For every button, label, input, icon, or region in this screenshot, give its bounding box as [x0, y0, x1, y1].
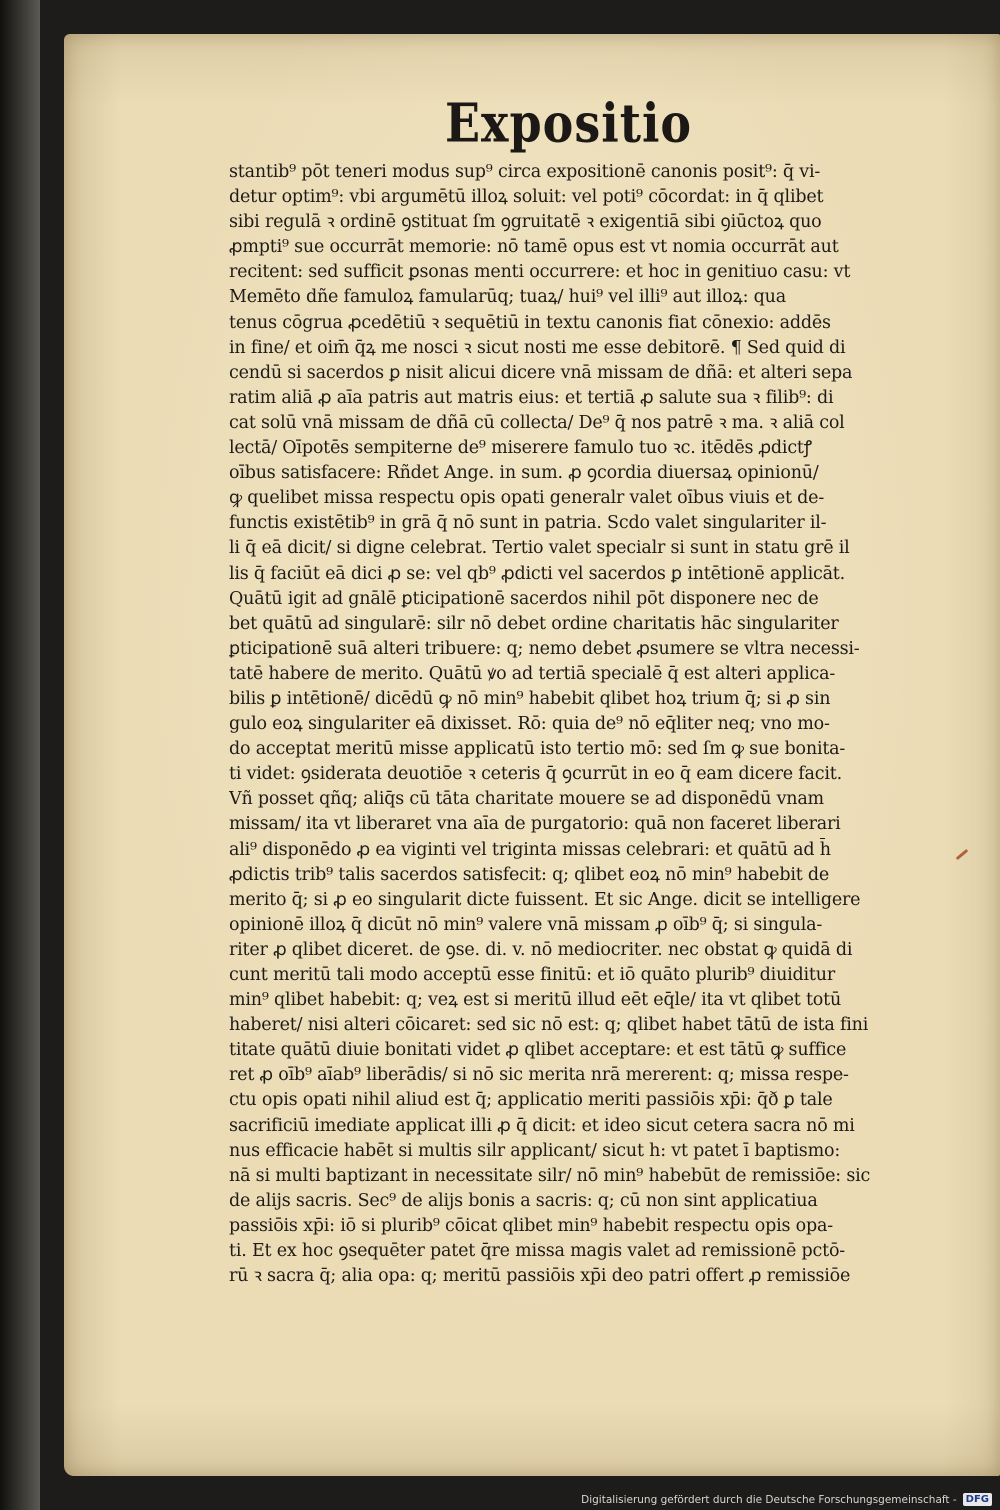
text-line: riter ꝓ qlibet diceret. de ꝯse. di. v. nō mediocriter. nec obstat ꝙ quidā di — [229, 939, 853, 960]
text-line: ctu opis opati nihil aliud est q̄; applicatio meriti passiōis xp̄i: q̄ð ꝑ tale — [229, 1090, 833, 1111]
text-line: sacrificiū imediate applicat illi ꝓ q̄ dicit: et ideo sicut cetera sacra nō mi — [229, 1115, 855, 1136]
text-line: Quātū igit ad gnālē ꝑticipationē sacerdos nihil pōt disponere nec de — [229, 588, 819, 609]
text-line: de alijs sacris. Sec⁹ de alijs bonis a sacris: q; cū non sint applicatiua — [229, 1190, 818, 1211]
text-line: stantib⁹ pōt teneri modus sup⁹ circa expositionē canonis posit⁹: q̄ vi- — [229, 162, 821, 182]
text-line: haberet/ nisi alteri cōicaret: sed sic nō est: q; qlibet habet tātū de ista fini — [229, 1015, 869, 1036]
text-line: nā si multi baptizant in necessitate silr/ nō min⁹ habebūt de remissiōe: sic — [229, 1165, 871, 1186]
text-line: ret ꝓ oīb⁹ aīab⁹ liberādis/ si nō sic merita nrā mererent: q; missa respe- — [229, 1065, 849, 1086]
text-line: cendū si sacerdos ꝑ nisit alicui dicere vnā missam de dñā: et alteri sepa — [229, 362, 853, 383]
text-line: ꝙ quelibet missa respectu opis opati generalr valet oībus viuis et de- — [229, 488, 825, 509]
text-line: li q̄ eā dicit/ si digne celebrat. Tertio valet specialr si sunt in statu grē il — [229, 538, 850, 559]
text-line: bet quātū ad singularē: silr nō debet ordine charitatis hāc singulariter — [229, 613, 839, 634]
text-line: min⁹ qlibet habebit: q; veꝝ est si meritū illud eēt eq̄le/ ita vt qlibet totū — [229, 990, 842, 1011]
text-line: rū ꝛ sacra q̄; alia opa: q; meritū passiōis xp̄i deo patri offert ꝓ remissiōe — [229, 1266, 851, 1287]
text-line: opinionē illoꝝ q̄ dicūt nō min⁹ valere vnā missam ꝓ oīb⁹ q̄; si singula- — [229, 914, 823, 935]
text-line: oībus satisfacere: Rñdet Ange. in sum. ꝓ ꝯcordia diuersaꝝ opinionū/ — [229, 463, 819, 484]
text-line: Memēto dñe famuloꝝ famularūq; tuaꝝ/ hui⁹ vel illi⁹ aut illoꝝ: qua — [229, 287, 786, 308]
text-line: recitent: sed sufficit ꝑsonas menti occurrere: et hoc in genitiuo casu: vt — [229, 262, 851, 283]
text-line: functis existētib⁹ in grā q̄ nō sunt in patria. Scdo valet singulariter il- — [229, 513, 827, 534]
page-heading: Expositio — [445, 92, 693, 155]
footer-credit — [581, 1493, 992, 1506]
text-line: ti videt: ꝯsiderata deuotiōe ꝛ ceteris q̄ ꝯcurrūt in eo q̄ eam dicere facit. — [229, 764, 842, 785]
text-line: ti. Et ex hoc ꝯsequēter patet q̄re missa magis valet ad remissionē pctō- — [229, 1241, 846, 1262]
text-line: tatē habere de merito. Quātū ꝟo ad tertiā specialē q̄ est alteri applica- — [229, 663, 836, 684]
text-line: merito q̄; si ꝓ eo singularit dicte fuissent. Et sic Ange. dicit se intelligere — [229, 889, 861, 910]
text-line: lis q̄ faciūt eā dici ꝓ se: vel qb⁹ ꝓdicti vel sacerdos ꝑ intētionē applicāt. — [229, 563, 845, 584]
text-line: cat solū vnā missam de dñā cū collecta/ De⁹ q̄ nos patrē ꝛ ma. ꝛ aliā col — [229, 412, 845, 433]
text-line: cunt meritū tali modo acceptū esse finitū: et iō quāto plurib⁹ diuiditur — [229, 965, 836, 985]
footer-text: Digitalisierung gefördert durch die Deutsche Forschungsgemeinschaft - — [581, 1493, 957, 1506]
dfg-logo: DFG — [963, 1493, 992, 1506]
text-line: nus efficacie habēt si multis silr applicant/ sicut h: vt patet ī baptismo: — [229, 1140, 841, 1161]
text-line: lectā/ Oīpotēs sempiterne de⁹ miserere famulo tuo ꝛc. itēdēs ꝓdictꝭ — [229, 438, 812, 459]
text-line: gulo eoꝝ singulariter eā dixisset. Rō: quia de⁹ nō eq̄liter neq; vno mo- — [229, 714, 830, 735]
text-line: missam/ ita vt liberaret vna aīa de purgatorio: quā non faceret liberari — [229, 814, 841, 835]
text-line: detur optim⁹: vbi argumētū illoꝝ soluit: vel poti⁹ cōcordat: in q̄ qlibet — [229, 187, 824, 208]
text-line: tenus cōgrua ꝓcedētiū ꝛ sequētiū in textu canonis fiat cōnexio: addēs — [229, 312, 831, 333]
text-line: do acceptat meritū misse applicatū isto tertio mō: sed ſm ꝙ sue bonita- — [229, 739, 846, 760]
text-line: in fine/ et oim̄ q̄ꝝ me nosci ꝛ sicut nosti me esse debitorē. ¶ Sed quid di — [229, 337, 846, 358]
text-line: ratim aliā ꝓ aīa patris aut matris eius: et tertiā ꝓ salute sua ꝛ filib⁹: di — [229, 387, 834, 408]
text-line: titate quātū diuie bonitati videt ꝓ qlibet acceptare: et est tātū ꝙ suffice — [229, 1040, 847, 1061]
text-line: bilis ꝑ intētionē/ dicēdū ꝙ nō min⁹ habebit qlibet hoꝝ trium q̄; si ꝓ sin — [229, 688, 831, 709]
text-line: ꝓdictis trib⁹ talis sacerdos satisfecit: q; qlibet eoꝝ nō min⁹ habebit de — [229, 864, 830, 885]
text-line: ꝑticipationē suā alteri tribuere: q; nemo debet ꝓsumere se vltra necessi- — [229, 638, 860, 659]
text-line: Vñ posset qñq; aliq̄s cū tāta charitate mouere se ad disponēdū vnam — [229, 789, 824, 810]
scan-binding-edge — [0, 0, 40, 1510]
text-line: ꝓmpti⁹ sue occurrāt memorie: nō tamē opus est vt nomia occurrāt aut — [229, 237, 839, 258]
body-text — [229, 160, 939, 1289]
text-line: ali⁹ disponēdo ꝓ ea viginti vel triginta missas celebrari: et quātū ad h̄ — [229, 839, 831, 860]
text-line: sibi regulā ꝛ ordinē ꝯstituat ſm ꝯgruitatē ꝛ exigentiā sibi ꝯiūctoꝝ quo — [229, 212, 822, 233]
text-line: passiōis xp̄i: iō si plurib⁹ cōicat qlibet min⁹ habebit respectu opis opa- — [229, 1215, 833, 1236]
